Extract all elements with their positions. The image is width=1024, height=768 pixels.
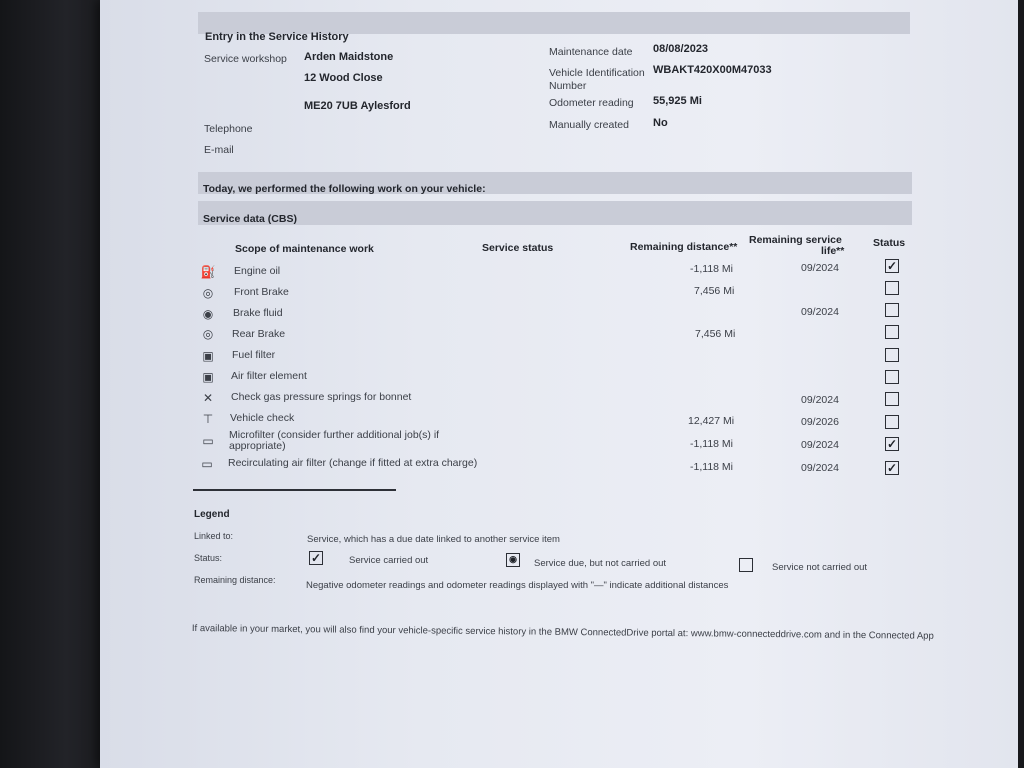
- row-life: 09/2026: [801, 416, 839, 428]
- legend-checked-box: ✓: [310, 551, 322, 565]
- row-scope: Brake fluid: [233, 307, 283, 319]
- legend-linked-text: Service, which has a due date linked to another service item: [307, 534, 560, 545]
- divider-line: [193, 489, 396, 491]
- vin-label: Vehicle Identification: [549, 67, 645, 79]
- status-checkbox[interactable]: ✓: [886, 461, 898, 475]
- vehicle-lift-icon: ⊤: [202, 412, 214, 426]
- status-checkbox[interactable]: [885, 370, 899, 384]
- row-scope: Recirculating air filter (change if fitted at extra charge): [228, 457, 478, 469]
- air-filter-icon: ▣: [202, 370, 214, 384]
- row-scope: Fuel filter: [232, 349, 276, 361]
- legend-empty-box: [739, 558, 753, 572]
- legend-linked-label: Linked to:: [194, 531, 234, 541]
- status-checkbox[interactable]: [885, 325, 899, 339]
- dark-background-left: [0, 0, 110, 768]
- legend-remaining-label: Remaining distance:: [194, 575, 276, 585]
- row-scope: Front Brake: [234, 286, 289, 298]
- row-life: 09/2024: [801, 306, 839, 318]
- maintenance-date: 08/08/2023: [653, 43, 709, 55]
- col-scope: Scope of maintenance work: [235, 243, 374, 255]
- row-distance: -1,118 Mi: [690, 461, 733, 473]
- status-checkbox[interactable]: ✓: [886, 437, 898, 451]
- front-brake-icon: ◎: [202, 286, 214, 300]
- legend-carried-out: Service carried out: [349, 555, 429, 566]
- telephone-label: Telephone: [204, 123, 253, 135]
- odometer-value: 55,925 Mi: [653, 95, 702, 107]
- row-life: 09/2024: [801, 262, 839, 274]
- oil-can-icon: ⛽: [200, 265, 216, 279]
- footer-note: If available in your market, you will also find your vehicle-specific service history in the BMW ConnectedDrive portal at: www.bmw-connecteddrive.com and in the Connected App: [191, 623, 934, 642]
- col-status: Status: [873, 237, 906, 249]
- manual-label: Manually created: [549, 119, 629, 131]
- col-remaining-life: Remaining service: [749, 234, 842, 246]
- row-distance: -1,118 Mi: [690, 438, 733, 450]
- row-scope: Check gas pressure springs for bonnet: [231, 391, 412, 403]
- legend-due-not-carried: Service due, but not carried out: [534, 558, 667, 569]
- tools-icon: ✕: [202, 391, 214, 405]
- row-scope-line2: appropriate): [229, 440, 286, 452]
- legend-due-box: ◉: [506, 553, 520, 567]
- row-scope: Vehicle check: [230, 412, 295, 424]
- row-scope: Engine oil: [234, 265, 281, 277]
- workshop-label: Service workshop: [204, 53, 287, 65]
- col-remaining-life-line2: life**: [821, 245, 845, 257]
- page-title: Entry in the Service History: [205, 31, 349, 43]
- brake-fluid-icon: ◉: [202, 307, 214, 321]
- status-checkbox[interactable]: ✓: [886, 259, 898, 273]
- row-scope: Air filter element: [231, 370, 307, 382]
- row-distance: -1,118 Mi: [690, 263, 733, 275]
- row-distance: 7,456 Mi: [695, 328, 736, 340]
- service-history-paper: [100, 0, 1018, 768]
- microfilter-icon: ▭: [202, 434, 214, 448]
- vin-value: WBAKT420X00M47033: [653, 64, 772, 76]
- status-checkbox[interactable]: [885, 415, 899, 429]
- row-life: 09/2024: [801, 462, 839, 474]
- recirculating-filter-icon: ▭: [201, 457, 213, 471]
- row-distance: 7,456 Mi: [694, 285, 735, 297]
- workshop-address-line2: ME20 7UB Aylesford: [304, 100, 411, 112]
- legend-status-label: Status:: [194, 553, 223, 563]
- status-checkbox[interactable]: [885, 303, 899, 317]
- row-distance: 12,427 Mi: [688, 415, 735, 427]
- row-scope: Rear Brake: [232, 328, 286, 340]
- col-remaining-distance: Remaining distance**: [630, 241, 738, 253]
- maintenance-date-label: Maintenance date: [549, 46, 633, 58]
- work-heading: Today, we performed the following work on your vehicle:: [203, 183, 486, 195]
- status-checkbox[interactable]: [885, 348, 899, 362]
- fuel-filter-icon: ▣: [202, 349, 214, 363]
- row-life: 09/2024: [801, 394, 839, 406]
- workshop-name: Arden Maidstone: [304, 51, 394, 63]
- service-data-heading: Service data (CBS): [203, 213, 297, 225]
- row-scope: Microfilter (consider further additional job(s) if: [229, 429, 440, 441]
- legend-title: Legend: [194, 509, 230, 520]
- service-data-band: [198, 201, 912, 225]
- status-checkbox[interactable]: [885, 281, 899, 295]
- legend-remaining-text: Negative odometer readings and odometer readings displayed with "—" indicate additional distances: [306, 580, 729, 591]
- odometer-label: Odometer reading: [549, 97, 634, 109]
- workshop-address-line1: 12 Wood Close: [304, 72, 383, 84]
- vin-label-line2: Number: [549, 80, 587, 92]
- email-label: E-mail: [204, 144, 234, 156]
- col-service-status: Service status: [482, 242, 554, 254]
- manual-value: No: [653, 117, 668, 129]
- legend-not-carried: Service not carried out: [772, 562, 868, 573]
- rear-brake-icon: ◎: [202, 327, 214, 341]
- row-life: 09/2024: [801, 439, 839, 451]
- status-checkbox[interactable]: [885, 392, 899, 406]
